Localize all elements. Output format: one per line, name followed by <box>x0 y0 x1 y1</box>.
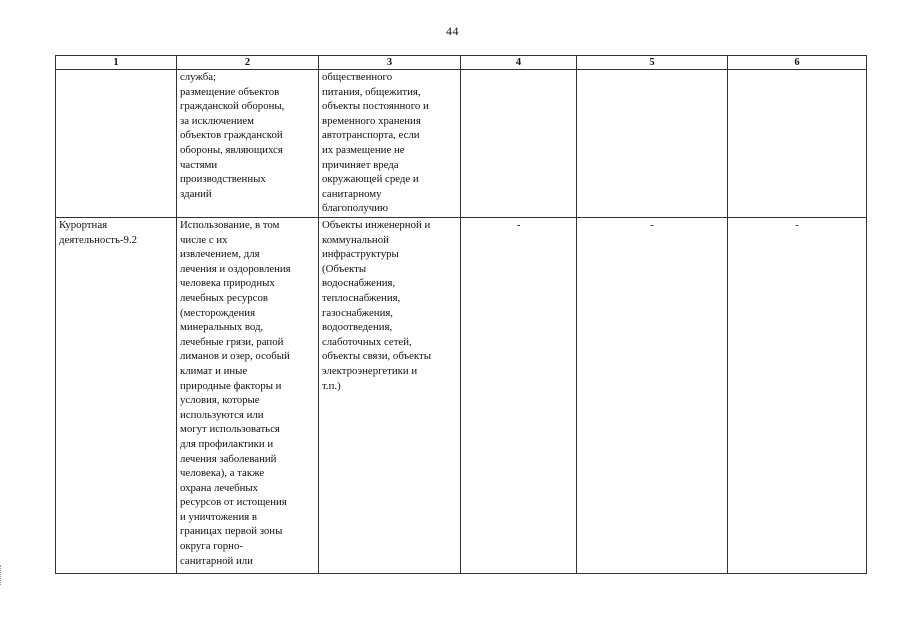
cell-use-type <box>56 70 177 218</box>
cell-use-description: служба; размещение объектов гражданской обороны, за исключением объектов гражданской обороны, являющихся частями производственных зданий <box>177 70 319 218</box>
header-col-1: 1 <box>56 56 177 70</box>
cell-use-type: Курортная деятельность-9.2 <box>56 218 177 574</box>
cell-use-description: Использование, в том числе с их извлечением, для лечения и оздоровления человека природных лечебных ресурсов (месторождения минеральных вод, лечебные грязи, рапой лиманов и озер, особый климат и иные природные факторы и условия, которые используются или могут использоваться для профилактики и лечения заболеваний человека), а также охрана лечебных ресурсов от истощения и уничтожения в границах первой зоны округа горно- санитарной или <box>177 218 319 574</box>
header-row <box>56 56 867 70</box>
cell-auxiliary-uses: Объекты инженерной и коммунальной инфраструктуры (Объекты водоснабжения, теплоснабжения, газоснабжения, водоотведения, слаботочных сетей, объекты связи, объекты электроэнергетики и т.п.) <box>319 218 461 574</box>
cell-col-5: - <box>577 218 728 574</box>
zoning-table <box>55 55 867 574</box>
cell-col-4 <box>461 70 577 218</box>
header-col-5: 5 <box>577 56 728 70</box>
cell-auxiliary-uses: общественного питания, общежития, объекты постоянного и временного хранения автотранспорта, если их размещение не причиняет вреда окружающей среде и санитарному благополучию <box>319 70 461 218</box>
table-row <box>56 70 867 218</box>
header-col-3: 3 <box>319 56 461 70</box>
scan-margin-mark <box>0 565 5 585</box>
page-number: 44 <box>446 24 459 38</box>
header-col-6: 6 <box>728 56 867 70</box>
header-col-4: 4 <box>461 56 577 70</box>
cell-col-5 <box>577 70 728 218</box>
cell-col-4: - <box>461 218 577 574</box>
cell-col-6: - <box>728 218 867 574</box>
header-col-2: 2 <box>177 56 319 70</box>
table-row <box>56 218 867 574</box>
cell-col-6 <box>728 70 867 218</box>
